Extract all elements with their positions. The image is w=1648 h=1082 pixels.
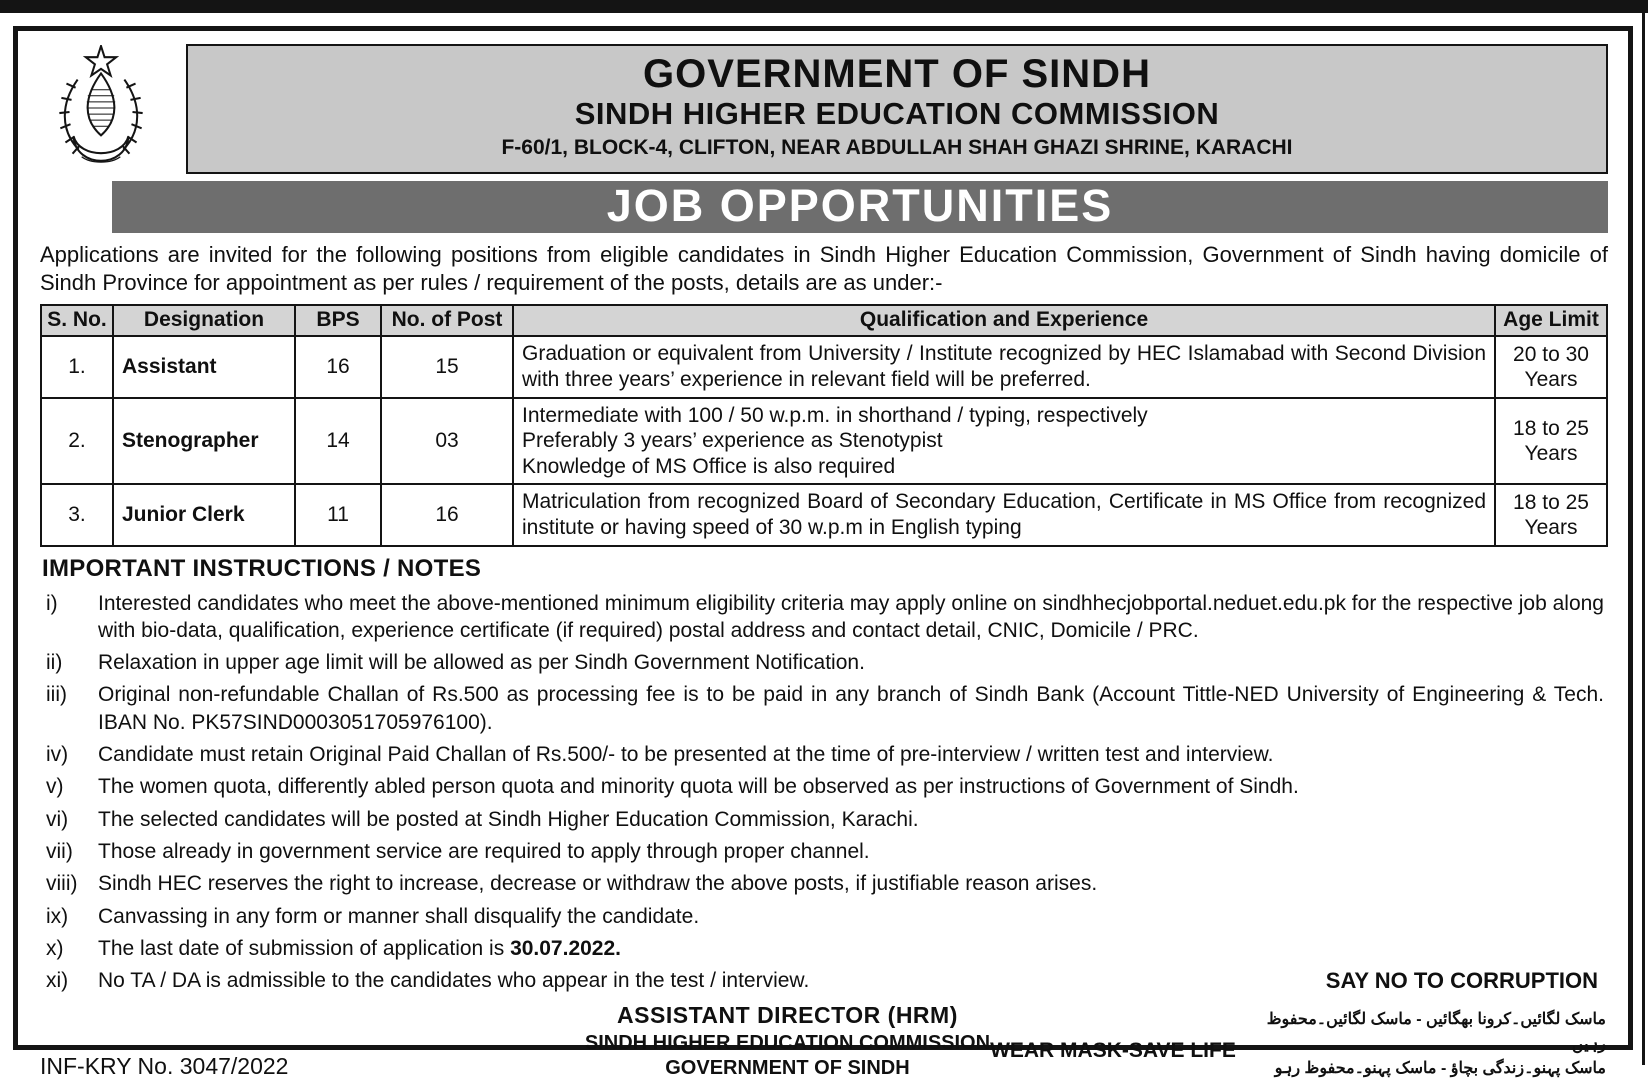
table-row — [41, 484, 1607, 545]
row-posts: 16 — [381, 484, 513, 545]
right-rule — [1642, 0, 1645, 1065]
positions-table — [40, 304, 1608, 546]
signatory-organization: SINDH HIGHER EDUCATION COMMISSION — [584, 1031, 991, 1054]
signatory-designation: ASSISTANT DIRECTOR (HRM) — [617, 1001, 958, 1028]
note-text: Original non-refundable Challan of Rs.500 as processing fee is to be paid in any branch of Sindh Bank (Account Tittle-NED University of Engineering & Tech. IBAN No. PK57SIND0003051705976100). — [98, 683, 1604, 734]
intro-paragraph: Applications are invited for the following positions from eligible candidates in Sindh Higher Education Commission, Government of Sindh having domicile of Sindh Province for appointment as per rules / requirement of the posts, details are as under:- — [40, 242, 1608, 296]
column-header-qualification: Qualification and Experience — [513, 305, 1495, 336]
qualification-line: Intermediate with 100 / 50 w.p.m. in shorthand / typing, respectively — [522, 403, 1148, 427]
note-item-i — [40, 590, 1608, 645]
note-item-ix — [40, 903, 1608, 930]
note-text: Interested candidates who meet the above-mentioned minimum eligibility criteria may apply online on sindhhecjobportal.neduet.edu.pk for the respective job along with bio-data, qualification, experience certificate (if required) postal address and contact detail, CNIC, Domicile / PRC. — [98, 591, 1604, 642]
note-item-ii — [40, 649, 1608, 676]
note-item-xi — [40, 967, 1608, 996]
note-text: Canvassing in any form or manner shall disqualify the candidate. — [98, 904, 700, 928]
note-label: iii) — [46, 683, 67, 707]
row-designation: Junior Clerk — [113, 484, 295, 545]
note-text — [98, 935, 1608, 962]
footer-right — [990, 1002, 1608, 1082]
crest-icon — [43, 45, 159, 173]
note-label: i) — [46, 591, 58, 615]
row-qualification: Graduation or equivalent from University / Institute recognized by HEC Islamabad with Second Division with three years’ experience in relevant field will be preferred. — [513, 336, 1495, 397]
table-row — [41, 398, 1607, 485]
table-header-row — [41, 305, 1607, 336]
note-item-v — [40, 773, 1608, 800]
row-sno: 3. — [41, 484, 113, 545]
column-header-bps: BPS — [295, 305, 381, 336]
note-label: vii) — [46, 839, 73, 863]
note-text: Those already in government service are required to apply through proper channel. — [98, 839, 870, 863]
row-age-limit: 20 to 30 Years — [1495, 336, 1607, 397]
row-posts: 15 — [381, 336, 513, 397]
note-item-viii — [40, 870, 1608, 897]
wear-mask-slogan: WEAR MASK-SAVE LIFE — [990, 1038, 1236, 1062]
qualification-line: Knowledge of MS Office is also required — [522, 454, 896, 478]
urdu-mask-slogan — [1264, 1008, 1606, 1082]
row-designation: Assistant — [113, 336, 295, 397]
column-header-age: Age Limit — [1495, 305, 1607, 336]
row-qualification — [513, 398, 1495, 485]
signature-block — [585, 1002, 990, 1080]
urdu-line: ماسک پہنو۔زندگی بچاؤ - ماسک پہنو۔محفوظ رہو — [1274, 1060, 1606, 1078]
row-bps: 11 — [295, 484, 381, 545]
row-designation: Stenographer — [113, 398, 295, 485]
inf-number: INF-KRY No. 3047/2022 — [40, 1053, 289, 1080]
note-text: Sindh HEC reserves the right to increase, decrease or withdraw the above posts, if justifiable reason arises. — [98, 872, 1098, 896]
commission-address: F-60/1, BLOCK-4, CLIFTON, NEAR ABDULLAH SHAH GHAZI SHRINE, KARACHI — [501, 135, 1293, 159]
row-sno: 2. — [41, 398, 113, 485]
signatory-government: GOVERNMENT OF SINDH — [665, 1056, 910, 1079]
header-title-box — [186, 44, 1608, 174]
note-item-x — [40, 935, 1608, 962]
note-text: Relaxation in upper age limit will be allowed as per Sindh Government Notification. — [98, 651, 865, 675]
instructions-heading: IMPORTANT INSTRUCTIONS / NOTES — [42, 554, 482, 582]
column-header-sno: S. No. — [41, 305, 113, 336]
row-age-limit: 18 to 25 Years — [1495, 398, 1607, 485]
row-bps: 14 — [295, 398, 381, 485]
note-item-iii — [40, 681, 1608, 736]
table-row — [41, 336, 1607, 397]
row-bps: 16 — [295, 336, 381, 397]
note-text: The selected candidates will be posted at Sindh Higher Education Commission, Karachi. — [98, 807, 919, 831]
deadline-date: 30.07.2022. — [510, 936, 621, 960]
note-label: iv) — [46, 743, 69, 767]
note-label: x) — [46, 936, 64, 960]
commission-title: SINDH HIGHER EDUCATION COMMISSION — [574, 96, 1220, 132]
row-age-limit: 18 to 25 Years — [1495, 484, 1607, 545]
footer — [40, 1002, 1608, 1082]
note-label: vi) — [46, 807, 69, 831]
header — [40, 44, 1608, 174]
row-qualification: Matriculation from recognized Board of Secondary Education, Certificate in MS Office from recognized institute or having speed of 30 w.p.m in English typing — [513, 484, 1495, 545]
government-title: GOVERNMENT OF SINDH — [643, 52, 1151, 96]
note-label: viii) — [46, 872, 78, 896]
row-posts: 03 — [381, 398, 513, 485]
note-text: No TA / DA is admissible to the candidates who appear in the test / interview. — [98, 969, 810, 993]
job-opportunities-banner: JOB OPPORTUNITIES — [112, 181, 1608, 233]
note-item-vi — [40, 806, 1608, 833]
advertisement-frame — [13, 26, 1633, 1080]
column-header-designation: Designation — [113, 305, 295, 336]
note-text-prefix: The last date of submission of application is — [98, 936, 511, 960]
note-label: ii) — [46, 651, 63, 675]
qualification-line: Preferably 3 years’ experience as Stenotypist — [522, 429, 943, 453]
note-text: The women quota, differently abled person quota and minority quota will be observed as per instructions of Government of Sindh. — [98, 775, 1299, 799]
say-no-to-corruption-slogan: SAY NO TO CORRUPTION — [1325, 968, 1598, 994]
urdu-line: ماسک لگائیں۔کرونا بھگائیں - ماسک لگائیں۔محفوظ رہیں — [1266, 1010, 1606, 1053]
sindh-government-crest-logo — [40, 44, 162, 174]
note-label: xi) — [46, 969, 69, 993]
row-sno: 1. — [41, 336, 113, 397]
note-text: Candidate must retain Original Paid Challan of Rs.500/- to be presented at the time of pre-interview / written test and interview. — [98, 743, 1274, 767]
note-item-vii — [40, 838, 1608, 865]
note-item-iv — [40, 741, 1608, 768]
top-rule — [0, 0, 1648, 13]
note-label: ix) — [46, 904, 69, 928]
note-label: v) — [46, 775, 64, 799]
column-header-posts: No. of Post — [381, 305, 513, 336]
